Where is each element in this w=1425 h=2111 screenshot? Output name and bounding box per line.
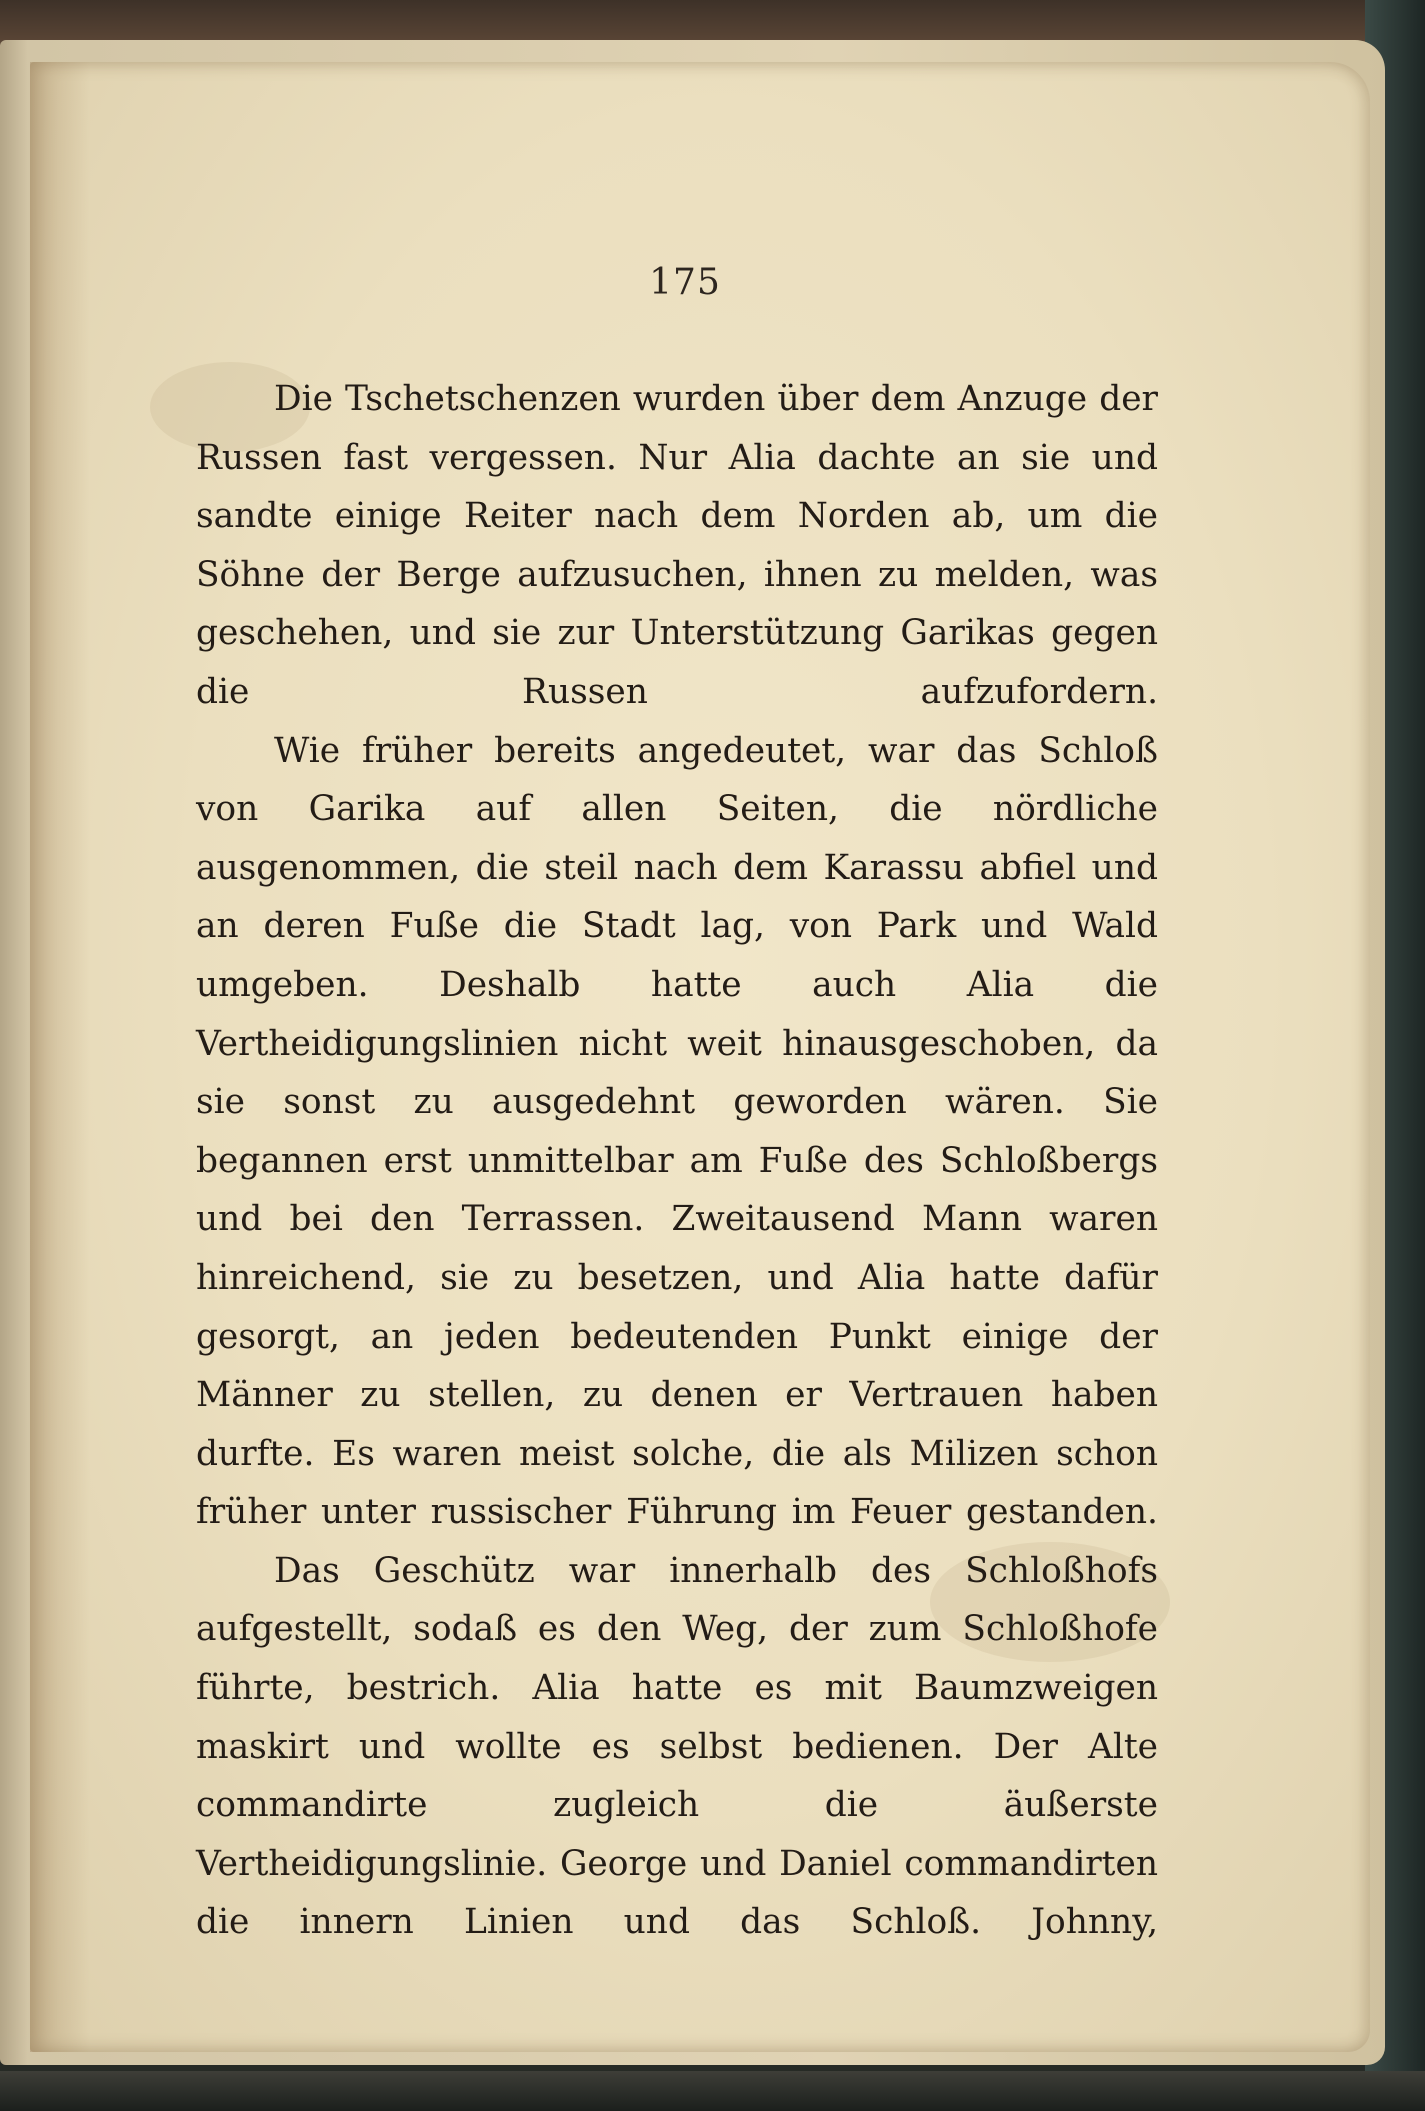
paragraph-2: Wie früher bereits angedeutet, war das Schloß von Garika auf allen Seiten, die nördliche ausgenommen, die steil nach dem Karassu abfiel und an deren Fuße die Stadt lag, von Park und Wald umgeben. Deshalb hatte auch Alia die Vertheidigungslinien nicht weit hinausgeschoben, da sie sonst zu ausgedehnt geworden wären. Sie begannen erst unmittelbar am Fuße des Schloßbergs und bei den Terrassen. Zweitausend Mann waren hinreichend, sie zu besetzen, und Alia hatte dafür gesorgt, an jeden bedeutenden Punkt einige der Männer zu stellen, zu denen er Vertrauen haben durfte. Es waren meist solche, die als Milizen schon früher unter russischer Führung im Feuer gestanden. <box>196 730 1158 1533</box>
paragraph-3: Das Geschütz war innerhalb des Schloßhofs aufgestellt, sodaß es den Weg, der zum Schloßhofe führte, bestrich. Alia hatte es mit Baumzweigen maskirt und wollte es selbst bedienen. Der Alte commandirte zugleich die äußerste Vertheidigungslinie. George und Daniel commandirten die innern Linien und das Schloß. Johnny, <box>196 1550 1158 1943</box>
paragraph-1: Die Tschetschenzen wurden über dem Anzuge der Russen fast vergessen. Nur Alia dachte an sie und sandte einige Reiter nach dem Norden ab, um die Söhne der Berge aufzusuchen, ihnen zu melden, was geschehen, und sie zur Unterstützung Garikas gegen die Russen aufzufordern. <box>196 379 1158 712</box>
book-cover-bottom-edge <box>0 2071 1425 2111</box>
page-number: 175 <box>649 262 721 303</box>
page-gutter-shadow <box>30 62 90 2052</box>
body-text <box>196 370 1158 1952</box>
